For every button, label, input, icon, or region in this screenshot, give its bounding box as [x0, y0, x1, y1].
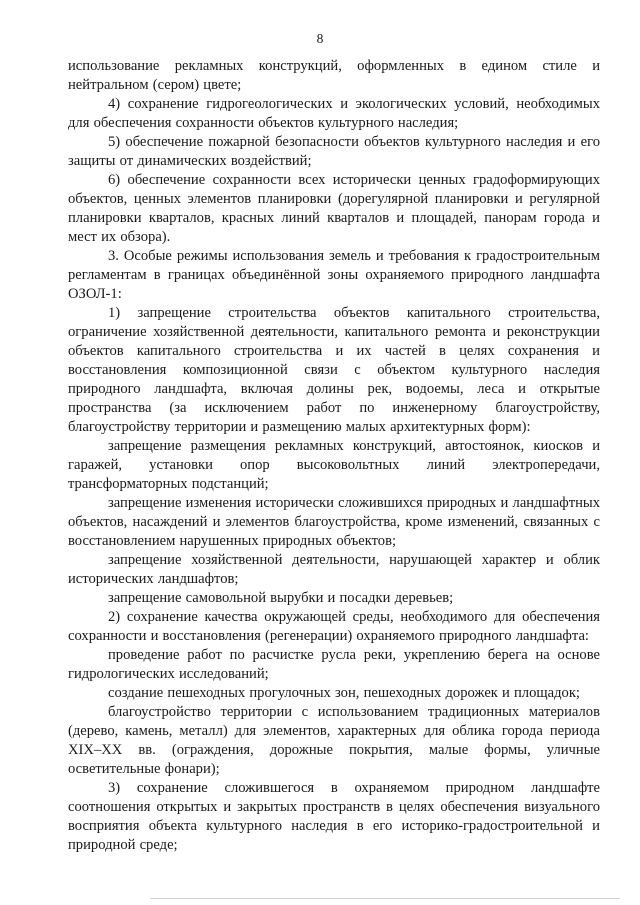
paragraph-prohibition-cutting: запрещение самовольной вырубки и посадки деревьев;: [108, 590, 454, 606]
document-body: [68, 57, 600, 855]
section-3-heading-paragraph: 3. Особые режимы использования земель и требования к градостроительным регламентам в границах объединённой зоны охраняемого природного ландшафта ОЗОЛ-1:: [68, 248, 600, 302]
paragraph-item-6: 6) обеспечение сохранности всех исторически ценных градоформирующих объектов, ценных элементов планировки (дорегулярной планировки и регулярной планировки кварталов, красных линий кварталов и площадей, панорам города и мест их обзора).: [68, 172, 600, 245]
paragraph-item-5: 5) обеспечение пожарной безопасности объектов культурного наследия и его защиты от динамических воздействий;: [68, 134, 600, 169]
paragraph-prohibition-changes: запрещение изменения исторически сложившихся природных и ландшафтных объектов, насаждений и элементов благоустройства, кроме изменений, связанных с восстановлением нарушенных природных объектов;: [68, 495, 600, 549]
paragraph-prohibition-economic-activity: запрещение хозяйственной деятельности, нарушающей характер и облик исторических ландшафтов;: [68, 552, 600, 587]
paragraph-pedestrian-zones: создание пешеходных прогулочных зон, пешеходных дорожек и площадок;: [108, 685, 580, 701]
paragraph-landscaping: благоустройство территории с использованием традиционных материалов (дерево, камень, металл) для элементов, характерных для облика города периода XIX–XX вв. (ограждения, дорожные покрытия, малые формы, уличные осветительные фонари);: [68, 704, 600, 777]
paragraph-prohibition-advertising: запрещение размещения рекламных конструкций, автостоянок, киосков и гаражей, установки опор высоковольтных линий электропередачи, трансформаторных подстанций;: [68, 438, 600, 492]
paragraph-ozol-item-3: 3) сохранение сложившегося в охраняемом природном ландшафте соотношения открытых и закрытых пространств в целях обеспечения визуального восприятия объекта культурного наследия в его историко-градостроительной и природной среде;: [68, 780, 600, 853]
paragraph-item-4: 4) сохранение гидрогеологических и экологических условий, необходимых для обеспечения сохранности объектов культурного наследия;: [68, 96, 600, 131]
paragraph-continuation: использование рекламных конструкций, оформленных в едином стиле и нейтральном (сером) цвете;: [68, 58, 600, 93]
paragraph-river-works: проведение работ по расчистке русла реки, укреплению берега на основе гидрологических исследований;: [68, 647, 600, 682]
scan-edge-line: [150, 898, 620, 899]
page-number: 8: [316, 31, 324, 46]
paragraph-ozol-item-2: 2) сохранение качества окружающей среды, необходимого для обеспечения сохранности и восстановления (регенерации) охраняемого природного ландшафта:: [68, 609, 600, 644]
paragraph-ozol-item-1: 1) запрещение строительства объектов капитального строительства, ограничение хозяйственной деятельности, капитального ремонта и реконструкции объектов капитального строительства и их частей в целях сохранения и восстановления композиционной связи с объектом культурного наследия природного ландшафта, включая долины рек, водоемы, леса и открытые пространства (за исключением работ по инженерному благоустройству, благоустройству территории и размещению малых архитектурных форм):: [68, 305, 600, 435]
